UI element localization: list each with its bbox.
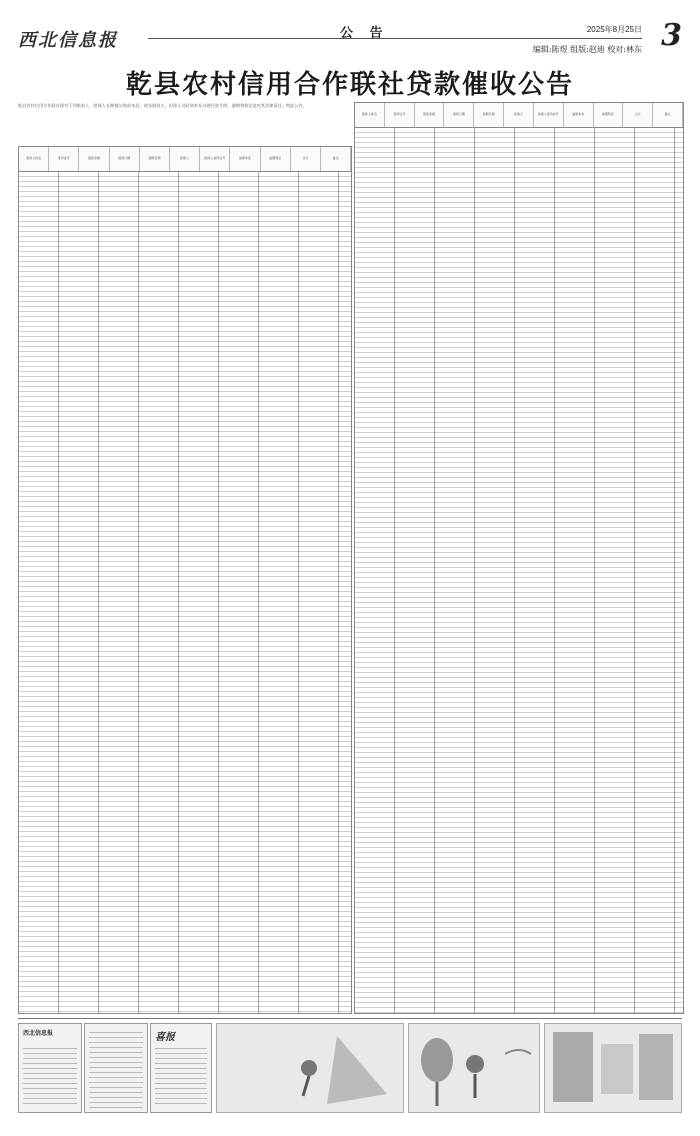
section-title: 公 告 — [340, 26, 389, 41]
table-rows — [19, 172, 351, 1013]
col-end: 到期日期 — [474, 103, 504, 127]
col-id: 身份证号 — [49, 147, 79, 171]
ad-notice-2-text — [89, 1028, 143, 1108]
col-start: 借款日期 — [444, 103, 474, 127]
col-name: 借款人姓名 — [19, 147, 49, 171]
col-principal: 逾期本金 — [230, 147, 260, 171]
col-total: 合计 — [291, 147, 321, 171]
col-guarantor: 担保人 — [504, 103, 534, 127]
col-note: 备注 — [321, 147, 351, 171]
illustration-rocket — [216, 1023, 404, 1113]
col-interest: 逾期利息 — [594, 103, 624, 127]
rocket-illustration-icon — [217, 1024, 403, 1112]
ad-notice-1-text — [23, 1044, 77, 1108]
ad-notice-1 — [18, 1023, 82, 1113]
col-amount: 借款金额 — [79, 147, 109, 171]
col-end: 到期日期 — [140, 147, 170, 171]
table-header — [355, 103, 683, 128]
page-number: 3 — [661, 18, 682, 53]
children-illustration-icon — [409, 1024, 539, 1112]
intro-paragraph: 乾县农村信用合作联社现有下列借款人、担保人长期拖欠借款本息，请各借款人、担保人及时到本社办理还款手续，逾期将依法追究其法律责任。特此公告。 — [18, 103, 307, 108]
ad-notice-3-label: 喜报 — [155, 1032, 175, 1043]
illustration-collage — [544, 1023, 682, 1113]
col-note: 备注 — [653, 103, 683, 127]
newspaper-logo: 西北信息报 — [18, 30, 118, 51]
table-rows — [355, 128, 683, 1013]
col-id: 身份证号 — [385, 103, 415, 127]
issue-date: 2025年8月25日 — [586, 25, 642, 34]
col-principal: 逾期本金 — [564, 103, 594, 127]
ad-notice-2 — [84, 1023, 148, 1113]
masthead — [18, 18, 682, 58]
ad-notice-3 — [150, 1023, 212, 1113]
table-header — [19, 147, 351, 172]
bottom-ad-strip — [18, 1018, 682, 1115]
loan-table-right — [354, 102, 684, 1014]
ad-notice-3-text — [155, 1044, 207, 1108]
page-headline: 乾县农村信用合作联社贷款催收公告 — [125, 70, 574, 100]
ad-notice-1-label: 西北信息报 — [23, 1030, 54, 1037]
col-guarantor-id: 担保人身份证号 — [200, 147, 230, 171]
col-guarantor: 担保人 — [170, 147, 200, 171]
col-name: 借款人姓名 — [355, 103, 385, 127]
collage-illustration-icon — [545, 1024, 681, 1112]
col-total: 合计 — [623, 103, 653, 127]
col-guarantor-id: 担保人身份证号 — [534, 103, 564, 127]
illustration-children — [408, 1023, 540, 1113]
col-start: 借款日期 — [110, 147, 140, 171]
col-interest: 逾期利息 — [261, 147, 291, 171]
masthead-rule — [148, 38, 642, 39]
col-amount: 借款金额 — [415, 103, 445, 127]
editor-credits: 编辑:陈煜 组版:赵迪 校对:林东 — [532, 45, 642, 54]
loan-table-left — [18, 146, 352, 1014]
